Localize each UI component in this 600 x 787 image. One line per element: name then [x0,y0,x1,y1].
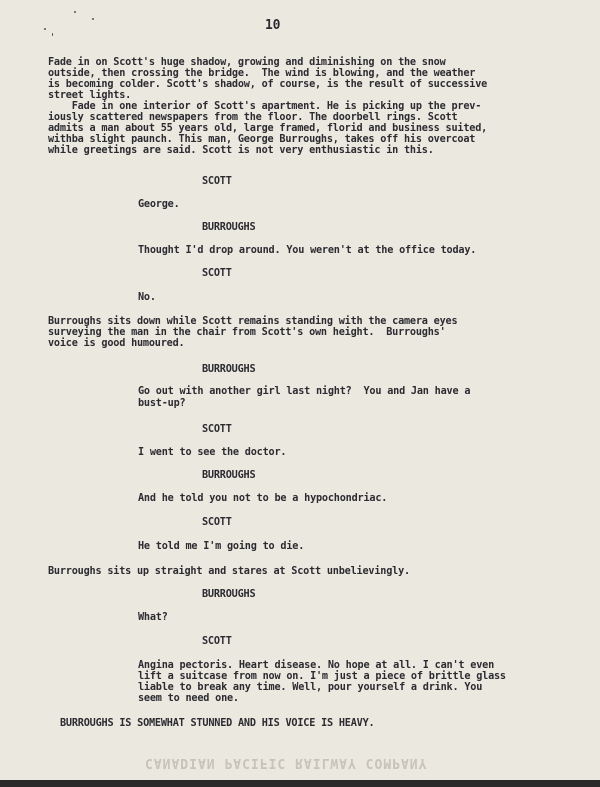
character-cue: SCOTT [202,176,232,187]
action-line: Fade in one interior of Scott's apartment. He is picking up the prev- [48,101,482,112]
action-line: BURROUGHS IS SOMEWHAT STUNNED AND HIS VOICE IS HEAVY. [60,718,375,729]
dialogue-line: He told me I'm going to die. [138,541,305,552]
character-cue: SCOTT [202,636,232,647]
dialogue-line: What? [138,612,168,623]
action-line: outside, then crossing the bridge. The wind is blowing, and the weather [48,68,476,79]
dialogue-line: Angina pectoris. Heart disease. No hope at all. I can't even [138,660,495,671]
character-cue: BURROUGHS [202,589,256,600]
action-line: street lights. [48,90,132,101]
scan-edge [0,780,600,787]
dialogue-line: Go out with another girl last night? You and Jan have a [138,386,471,397]
character-cue: BURROUGHS [202,470,256,481]
bleed-through-text: CANADIAN PACIFIC RAILWAY COMPANY [145,755,428,770]
action-line: withba slight paunch. This man, George Burroughs, takes off his overcoat [48,134,476,145]
action-line: iously scattered newspapers from the floor. The doorbell rings. Scott [48,112,458,123]
action-line: voice is good humoured. [48,338,185,349]
speck-mark [92,18,94,20]
action-line: surveying the man in the chair from Scott's own height. Burroughs' [48,327,446,338]
character-cue: SCOTT [202,424,232,435]
speck-mark [44,28,46,30]
dialogue-line: And he told you not to be a hypochondriac. [138,493,388,504]
action-line: Burroughs sits down while Scott remains standing with the camera eyes [48,316,458,327]
action-line: is becoming colder. Scott's shadow, of course, is the result of successive [48,79,488,90]
dialogue-line: George. [138,199,180,210]
character-cue: BURROUGHS [202,222,256,233]
dialogue-line: Thought I'd drop around. You weren't at the office today. [138,245,477,256]
dialogue-line: I went to see the doctor. [138,447,287,458]
speck-mark [52,33,53,36]
action-line: while greetings are said. Scott is not very enthusiastic in this. [48,145,434,156]
action-line: Burroughs sits up straight and stares at Scott unbelievingly. [48,566,410,577]
dialogue-line: lift a suitcase from now on. I'm just a piece of brittle glass [138,671,506,682]
dialogue-line: No. [138,292,156,303]
action-line: Fade in on Scott's huge shadow, growing and diminishing on the snow [48,57,446,68]
dialogue-line: liable to break any time. Well, pour yourself a drink. You [138,682,483,693]
character-cue: SCOTT [202,517,232,528]
page-number: 10 [265,18,281,33]
action-line: admits a man about 55 years old, large framed, florid and business suited, [48,123,488,134]
speck-mark [74,11,76,13]
character-cue: SCOTT [202,268,232,279]
dialogue-line: seem to need one. [138,693,239,704]
character-cue: BURROUGHS [202,364,256,375]
dialogue-line: bust-up? [138,398,186,409]
